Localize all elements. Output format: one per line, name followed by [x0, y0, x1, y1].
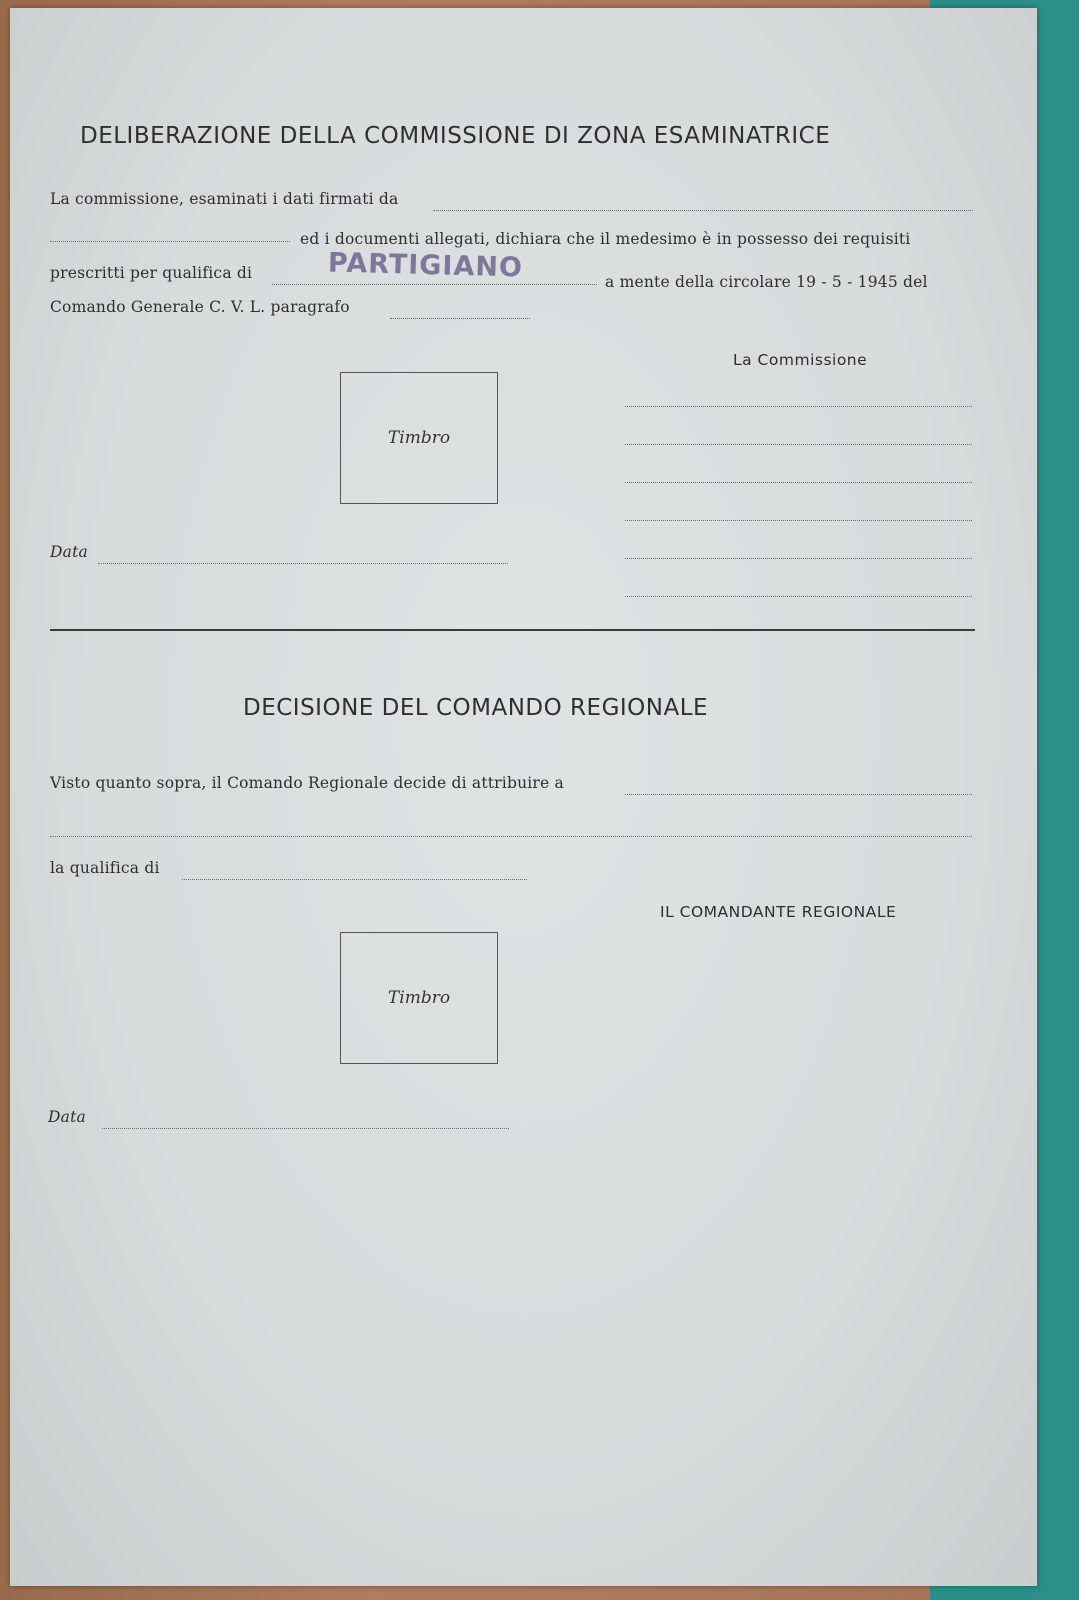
- section-divider: [50, 629, 975, 631]
- regional-decision-text: Visto quanto sopra, il Comando Regionale decide di attribuire a: [50, 774, 564, 792]
- stamp-box-commission: [340, 372, 498, 504]
- signer-name-field: [433, 210, 973, 211]
- section2-title: DECISIONE DEL COMANDO REGIONALE: [243, 695, 709, 721]
- regional-commander-heading: IL COMANDANTE REGIONALE: [660, 903, 897, 921]
- partigiano-ink-stamp: PARTIGIANO: [327, 247, 524, 284]
- paragraph-field: [390, 318, 530, 319]
- qualification-field: [272, 284, 597, 285]
- recipient-name-continuation-field: [50, 836, 972, 837]
- circular-reference-text: a mente della circolare 19 - 5 - 1945 del: [605, 273, 928, 291]
- commission-signature-line-3: [625, 482, 972, 483]
- commission-signature-line-5: [625, 558, 972, 559]
- stamp-label: Timbro: [387, 428, 451, 448]
- commission-signature-heading: La Commissione: [733, 351, 868, 369]
- date-field-regional: [102, 1128, 509, 1129]
- assigned-qualification-text: la qualifica di: [50, 859, 160, 877]
- stamp-label: Timbro: [387, 988, 451, 1008]
- commission-signature-line-4: [625, 520, 972, 521]
- recipient-name-field: [625, 794, 972, 795]
- commission-signature-line-6: [625, 596, 972, 597]
- stamp-box-regional: [340, 932, 498, 1064]
- commission-intro-text: La commissione, esaminati i dati firmati da: [50, 190, 399, 208]
- signer-name-continuation-field: [50, 241, 290, 242]
- date-label-commission: Data: [50, 543, 88, 561]
- assigned-qualification-field: [182, 879, 527, 880]
- section1-title: DELIBERAZIONE DELLA COMMISSIONE DI ZONA ESAMINATRICE: [80, 123, 831, 149]
- document-sheet: [10, 8, 1037, 1586]
- qualification-prefix-text: prescritti per qualifica di: [50, 264, 253, 282]
- commission-signature-line-1: [625, 406, 972, 407]
- documents-declaration-text: ed i documenti allegati, dichiara che il medesimo è in possesso dei requisiti: [300, 230, 911, 248]
- cvl-paragraph-text: Comando Generale C. V. L. paragrafo: [50, 298, 350, 316]
- commission-signature-line-2: [625, 444, 972, 445]
- date-label-regional: Data: [48, 1108, 86, 1126]
- date-field-commission: [98, 563, 508, 564]
